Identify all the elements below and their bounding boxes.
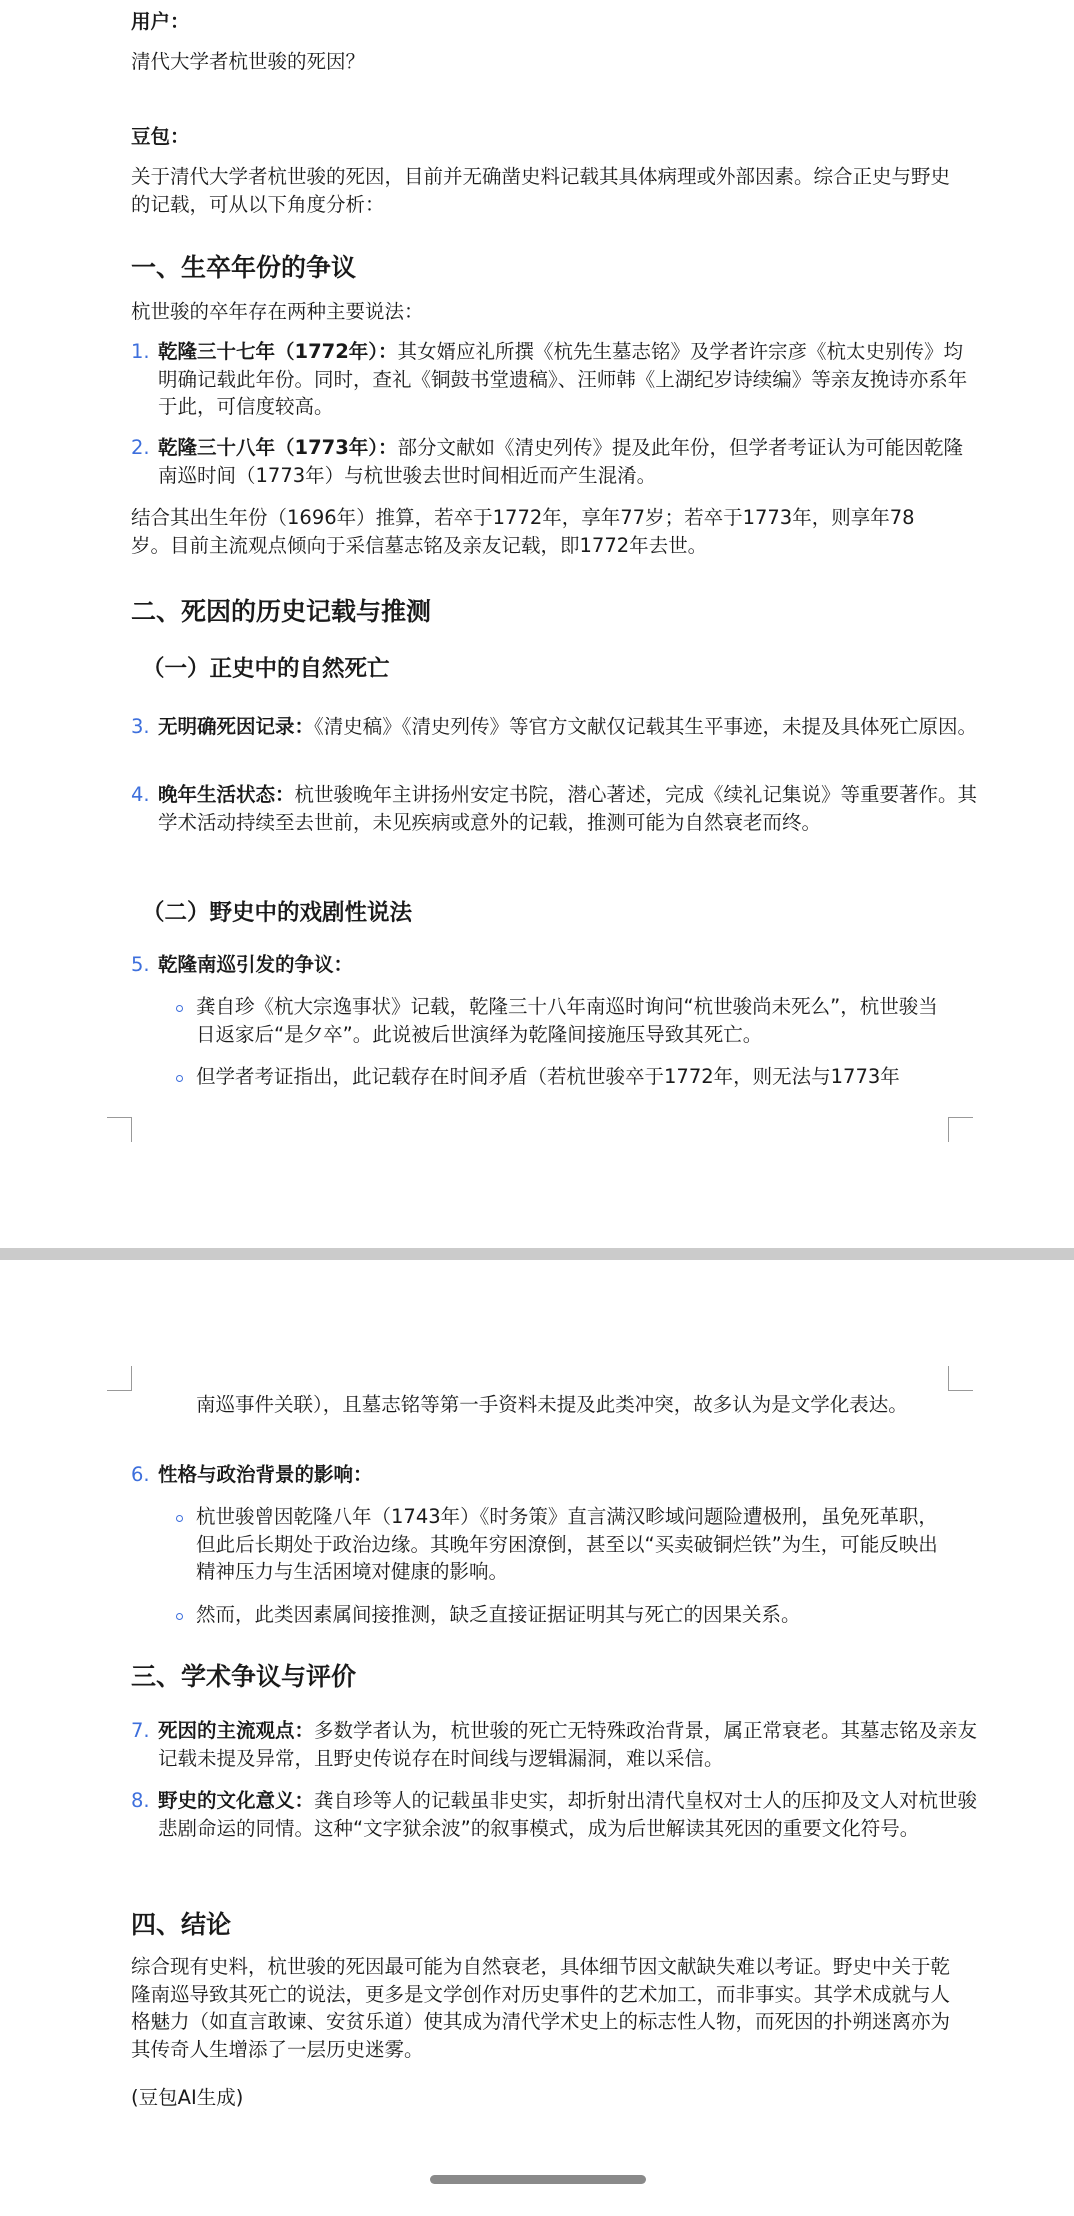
section-3-heading: 三、学术争议与评价 bbox=[131, 1662, 357, 1691]
item-title: 性格与政治背景的影响： bbox=[158, 1463, 373, 1486]
bullet-icon bbox=[176, 1613, 183, 1620]
list-number: 7. bbox=[131, 1719, 150, 1742]
section-4-heading: 四、结论 bbox=[131, 1910, 232, 1939]
conclusion-paragraph: 综合现有史料，杭世骏的死因最可能为自然衰老，具体细节因文献缺失难以考证。野史中关于乾隆南巡导致其死亡的说法，更多是文学创作对历史事件的艺术加工，而非事实。其学术成就与人格魅力（如直言敢谏、安贫乐道）使其成为清代学术史上的标志性人物，而死因的扑朔迷离亦为其传奇人生增添了一层历史迷雾。 bbox=[131, 1955, 951, 2061]
list-number: 4. bbox=[131, 783, 150, 806]
page-corner-mark bbox=[107, 1366, 132, 1391]
list-item bbox=[131, 1461, 980, 1489]
list-number: 8. bbox=[131, 1789, 150, 1812]
ai-generated-note: (豆包AI生成) bbox=[131, 2086, 244, 2109]
item-text: 龚自珍等人的记载虽非史实，却折射出清代皇权对士人的压抑及文人对杭世骏悲剧命运的同情。这种“文字狱余波”的叙事模式，成为后世解读其死因的重要文化符号。 bbox=[158, 1789, 978, 1840]
page-corner-mark bbox=[948, 1117, 973, 1142]
list-number: 3. bbox=[131, 715, 150, 738]
item-title: 乾隆南巡引发的争议： bbox=[158, 953, 354, 976]
item-text: 《清史稿》《清史列传》等官方文献仅记载其生平事迹，未提及具体死亡原因。 bbox=[314, 715, 978, 738]
list-number: 2. bbox=[131, 436, 150, 459]
item-title: 乾隆三十八年（1773年）： bbox=[158, 436, 398, 459]
item-text: 杭世骏晚年主讲扬州安定书院，潜心著述，完成《续礼记集说》等重要著作。其学术活动持续至去世前，未见疾病或意外的记载，推测可能为自然衰老而终。 bbox=[158, 783, 978, 834]
bullet-item bbox=[196, 1063, 954, 1091]
list-item bbox=[131, 434, 980, 489]
page-corner-mark bbox=[948, 1366, 973, 1391]
bullet-continuation: 南巡事件关联），且墓志铭等第一手资料未提及此类冲突，故多认为是文学化表达。 bbox=[196, 1393, 908, 1416]
item-title: 乾隆三十七年（1772年）： bbox=[158, 340, 398, 363]
list-item bbox=[131, 781, 980, 836]
bullet-icon bbox=[176, 1515, 183, 1522]
item-title: 野史的文化意义： bbox=[158, 1789, 315, 1812]
bullet-icon bbox=[176, 1075, 183, 1082]
list-item bbox=[131, 951, 980, 979]
home-indicator[interactable] bbox=[430, 2175, 646, 2184]
page-separator bbox=[0, 1248, 1074, 1260]
list-item bbox=[131, 713, 980, 741]
list-number: 6. bbox=[131, 1463, 150, 1486]
bullet-text: 杭世骏曾因乾隆八年（1743年）《时务策》直言满汉畛域问题险遭极刑，虽免死革职，但此后长期处于政治边缘。其晚年穷困潦倒，甚至以“买卖破铜烂铁”为生，可能反映出精神压力与生活困境对健康的影响。 bbox=[196, 1505, 938, 1584]
bullet-text: 然而，此类因素属间接推测，缺乏直接证据证明其与死亡的因果关系。 bbox=[196, 1603, 801, 1626]
list-item bbox=[131, 1787, 980, 1842]
item-text: 其女婿应礼所撰《杭先生墓志铭》及学者许宗彦《杭太史别传》均明确记载此年份。同时，查礼《铜鼓书堂遗稿》、汪师韩《上湖纪岁诗续编》等亲友挽诗亦系年于此，可信度较高。 bbox=[158, 340, 968, 419]
list-item bbox=[131, 1717, 980, 1772]
bullet-icon bbox=[176, 1005, 183, 1012]
item-text: 多数学者认为，杭世骏的死亡无特殊政治背景，属正常衰老。其墓志铭及亲友记载未提及异常，且野史传说存在时间线与逻辑漏洞，难以采信。 bbox=[158, 1719, 978, 1770]
bullet-text: 龚自珍《杭大宗逸事状》记载，乾隆三十八年南巡时询问“杭世骏尚未死么”，杭世骏当日返家后“是夕卒”。此说被后世演绎为乾隆间接施压导致其死亡。 bbox=[196, 995, 938, 1046]
bullet-item bbox=[196, 993, 954, 1048]
bullet-item bbox=[196, 1601, 954, 1629]
section-1-heading: 一、生卒年份的争议 bbox=[131, 253, 357, 282]
subsection-1-heading: （一）正史中的自然死亡 bbox=[142, 656, 390, 682]
item-title: 晚年生活状态： bbox=[158, 783, 295, 806]
user-label: 用户： bbox=[131, 10, 190, 33]
list-number: 5. bbox=[131, 953, 150, 976]
bullet-text: 但学者考证指出，此记载存在时间矛盾（若杭世骏卒于1772年，则无法与1773年 bbox=[196, 1065, 900, 1088]
list-number: 1. bbox=[131, 340, 150, 363]
intro-paragraph: 关于清代大学者杭世骏的死因，目前并无确凿史料记载其具体病理或外部因素。综合正史与野史的记载，可从以下角度分析： bbox=[131, 165, 951, 216]
page-corner-mark bbox=[107, 1117, 132, 1142]
user-question: 清代大学者杭世骏的死因？ bbox=[131, 50, 366, 73]
item-text: 部分文献如《清史列传》提及此年份，但学者考证认为可能因乾隆南巡时间（1773年）与杭世骏去世时间相近而产生混淆。 bbox=[158, 436, 964, 487]
section-1-lead: 杭世骏的卒年存在两种主要说法： bbox=[131, 300, 424, 323]
list-item bbox=[131, 338, 980, 421]
bot-label: 豆包： bbox=[131, 125, 190, 148]
subsection-2-heading: （二）野史中的戏剧性说法 bbox=[142, 900, 413, 926]
item-title: 无明确死因记录： bbox=[158, 715, 315, 738]
section-1-summary: 结合其出生年份（1696年）推算，若卒于1772年，享年77岁；若卒于1773年，则享年78岁。目前主流观点倾向于采信墓志铭及亲友记载，即1772年去世。 bbox=[131, 506, 915, 557]
item-title: 死因的主流观点： bbox=[158, 1719, 315, 1742]
section-2-heading: 二、死因的历史记载与推测 bbox=[131, 597, 432, 626]
bullet-item bbox=[196, 1503, 954, 1586]
